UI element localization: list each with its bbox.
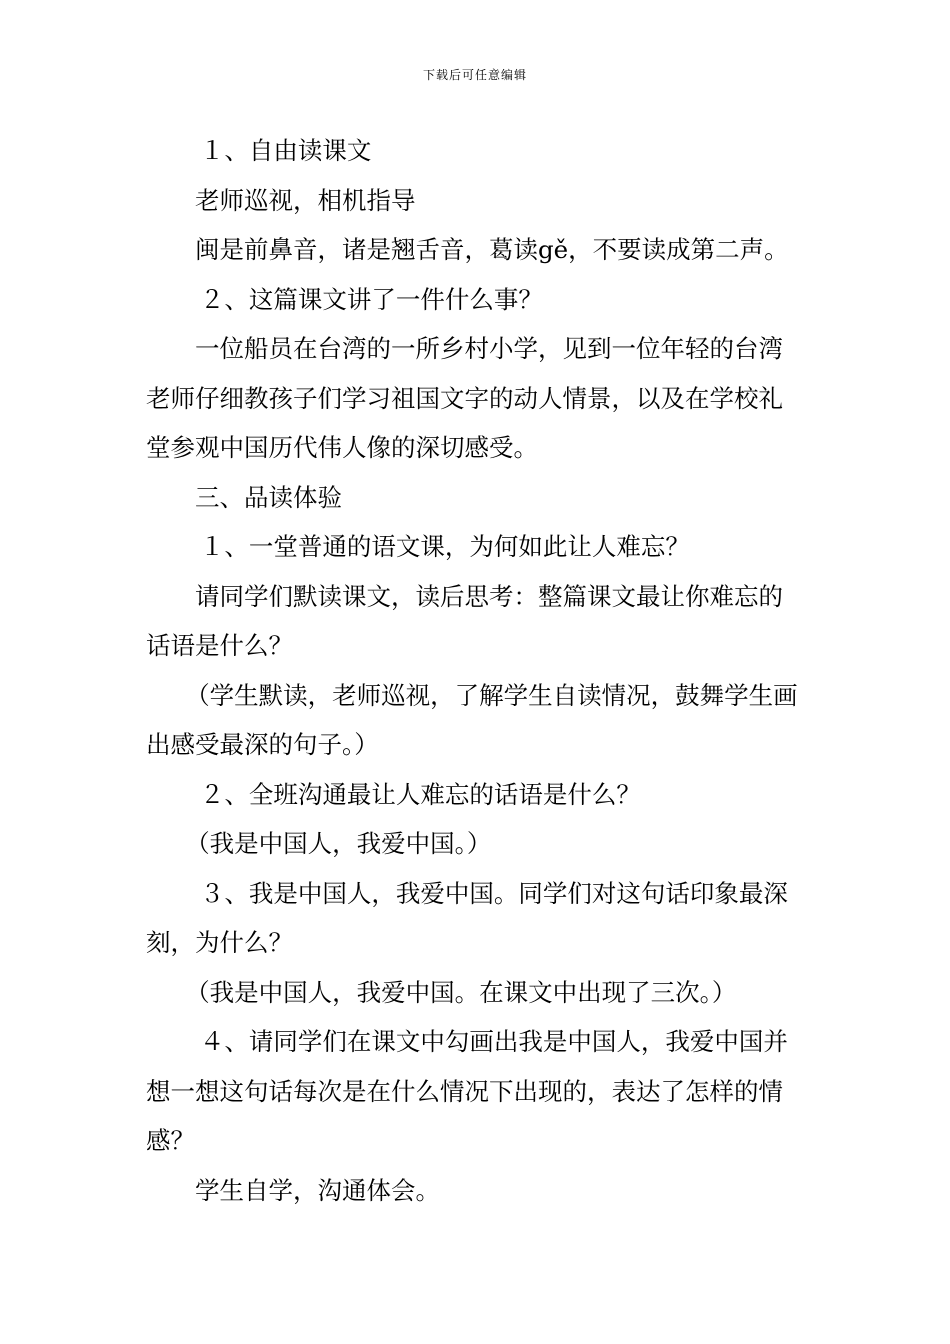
paragraph-step-2-question: ２、这篇课文讲了一件什么事？ (199, 284, 543, 314)
paragraph-step-3-question: ３、我是中国人，我爱中国。同学们对这句话印象最深刻，为什么？ (146, 878, 788, 957)
paragraph-student-activity: （学生默读，老师巡视，了解学生自读情况，鼓舞学生画出感受最深的句子。） (146, 680, 798, 759)
paragraph-answer-1: （我是中国人，我爱中国。） (185, 829, 492, 858)
paragraph-silent-reading-task: 请同学们默读课文，读后思考：整篇课文最让你难忘的话语是什么？ (146, 581, 783, 660)
paragraph-pronunciation-note: 闽是前鼻音，诸是翘舌音，葛读gě，不要读成第二声。 (195, 235, 789, 264)
paragraph-answer-2: （我是中国人，我爱中国。在课文中出现了三次。） (185, 977, 737, 1007)
document-body (146, 126, 806, 1215)
paragraph-self-study: 学生自学，沟通体会。 (195, 1175, 440, 1205)
paragraph-story-summary: 一位船员在台湾的一所乡村小学，见到一位年轻的台湾老师仔细教孩子们学习祖国文字的动人情景，以及在学校礼堂参观中国历代伟人像的深切感受。 (146, 334, 783, 462)
page-header-note: 下载后可任意编辑 (422, 68, 527, 82)
paragraph-step-1-free-reading: １、自由读课文 (199, 136, 372, 165)
section-heading-pindu: 三、品读体验 (195, 482, 342, 512)
paragraph-teacher-guidance: 老师巡视，相机指导 (195, 185, 416, 215)
paragraph-step-1-question: １、一堂普通的语文课，为何如此让人难忘？ (199, 532, 690, 561)
paragraph-step-4-task: ４、请同学们在课文中勾画出我是中国人，我爱中国并想一想这句话每次是在什么情况下出现的，表达了怎样的情感？ (146, 1027, 788, 1155)
paragraph-step-2-class-share: ２、全班沟通最让人难忘的话语是什么？ (199, 779, 641, 809)
